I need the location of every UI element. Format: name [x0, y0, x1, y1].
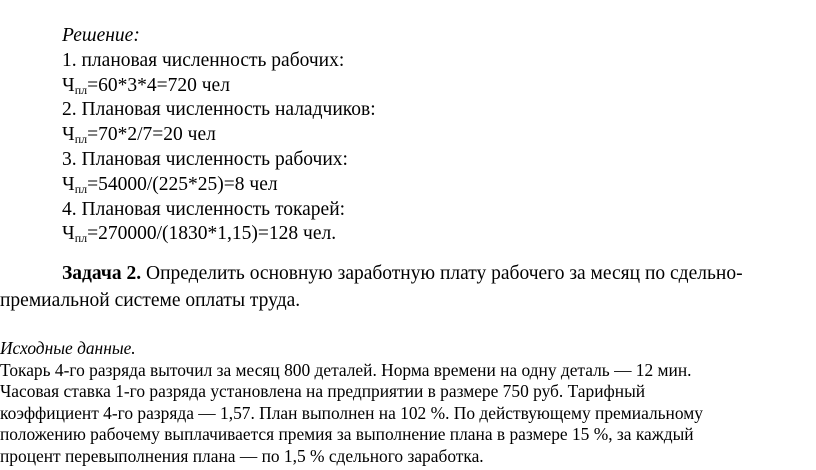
formula-symbol: Ч [62, 173, 75, 195]
formula-expression: =70*2/7=20 чел [87, 124, 216, 146]
formula-symbol: Ч [62, 124, 75, 146]
formula-expression: =54000/(225*25)=8 чел [87, 173, 278, 195]
formula-expression: =60*3*4=720 чел [87, 74, 230, 96]
step-3-heading: 3. Плановая численность рабочих: [62, 148, 348, 170]
formula-symbol: Ч [62, 74, 75, 96]
solution-title: Решение: [62, 25, 140, 46]
source-data-line-2: Часовая ставка 1-го разряда установлена на предприятии в размере 750 руб. Тарифный [0, 381, 646, 402]
step-1-formula [62, 74, 782, 99]
source-data-line-3: коэффициент 4-го разряда — 1,57. План выполнен на 102 %. По действующему премиальному [0, 402, 703, 423]
step-4-heading: 4. Плановая численность токарей: [62, 198, 346, 220]
task-line-2: премиальной системе оплаты труда. [0, 290, 301, 311]
formula-symbol: Ч [62, 223, 75, 245]
formula-subscript: пл [74, 82, 88, 97]
step-1-heading: 1. плановая численность рабочих: [62, 49, 345, 71]
formula-subscript: пл [74, 181, 88, 196]
task-label: Задача 2. [62, 263, 142, 284]
source-data-line-4: положению рабочему выплачивается премия за выполнение плана в размере 15 %, за каждый [0, 424, 694, 445]
solution-block [62, 24, 782, 247]
task-line-1 [62, 263, 743, 285]
formula-expression: =270000/(1830*1,15)=128 чел. [87, 223, 337, 245]
step-3-formula [62, 173, 782, 198]
step-2-heading: 2. Плановая численность наладчиков: [62, 99, 376, 121]
formula-subscript: пл [74, 231, 88, 246]
formula-subscript: пл [74, 132, 88, 147]
step-4-formula [62, 222, 782, 247]
source-data-title: Исходные данные. [0, 338, 136, 358]
source-data-line-1: Токарь 4-го разряда выточил за месяц 800 деталей. Норма времени на одну деталь — 12 мин. [0, 359, 692, 380]
source-data-block [0, 338, 816, 468]
task-text-1: Определить основную заработную плату рабочего за месяц по сдельно- [141, 263, 743, 284]
source-data-line-5: процент перевыполнения плана — по 1,5 % сдельного заработка. [0, 445, 484, 466]
step-2-formula [62, 123, 782, 148]
